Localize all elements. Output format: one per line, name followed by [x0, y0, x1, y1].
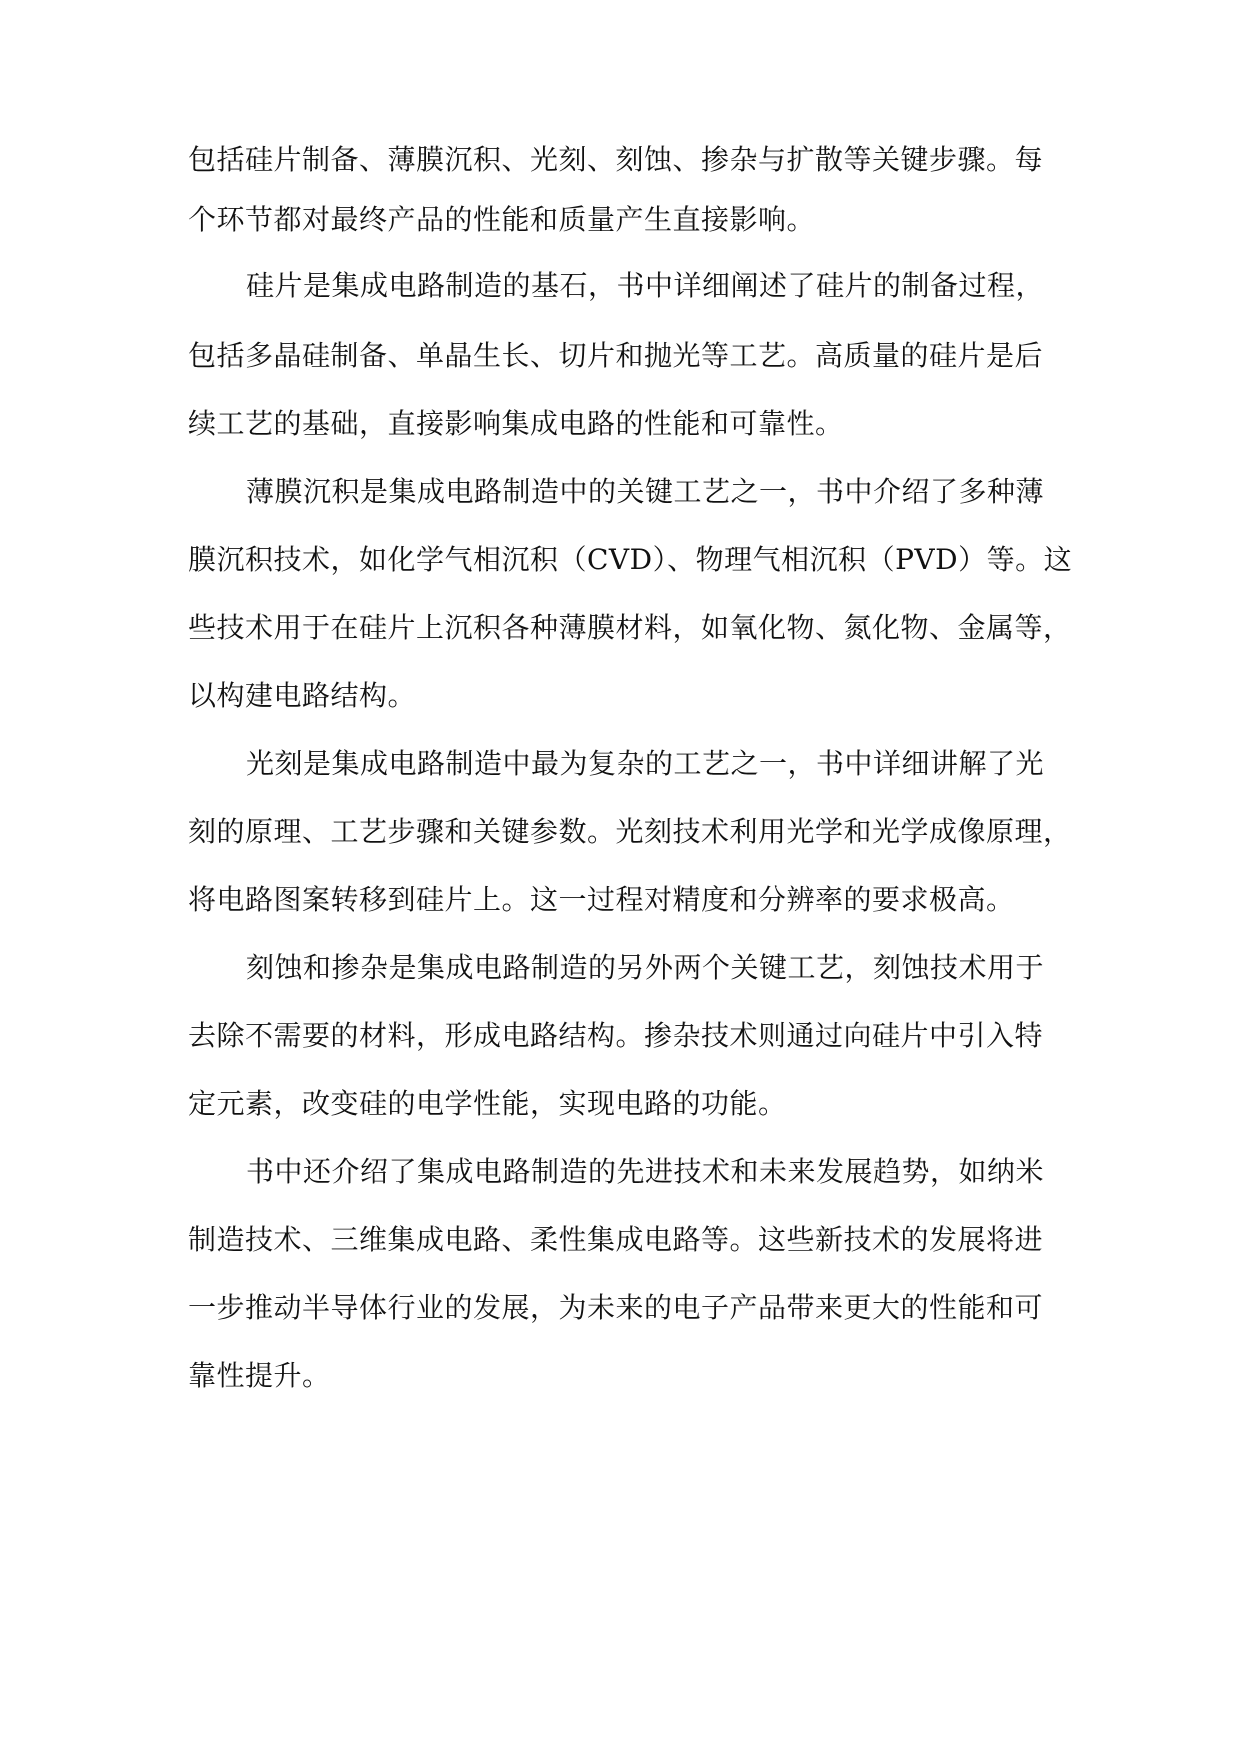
paragraph-1-line-1: 包括硅片制备、薄膜沉积、光刻、刻蚀、掺杂与扩散等关键步骤。每 — [188, 143, 1044, 176]
paragraph-3-line-2: 膜沉积技术，如化学气相沉积（CVD）、物理气相沉积（PVD）等。这 — [188, 543, 1073, 576]
paragraph-4-line-3: 将电路图案转移到硅片上。这一过程对精度和分辨率的要求极高。 — [188, 883, 1015, 916]
paragraph-6-line-1: 书中还介绍了集成电路制造的先进技术和未来发展趋势，如纳米 — [246, 1155, 1045, 1188]
paragraph-2-line-2: 包括多晶硅制备、单晶生长、切片和抛光等工艺。高质量的硅片是后 — [188, 339, 1044, 372]
paragraph-6-line-2: 制造技术、三维集成电路、柔性集成电路等。这些新技术的发展将进 — [188, 1223, 1044, 1256]
paragraph-2-line-3: 续工艺的基础，直接影响集成电路的性能和可靠性。 — [188, 407, 844, 440]
paragraph-4-line-2: 刻的原理、工艺步骤和关键参数。光刻技术利用光学和光学成像原理， — [188, 815, 1072, 848]
paragraph-6-line-4: 靠性提升。 — [188, 1359, 331, 1392]
paragraph-3-line-4: 以构建电路结构。 — [188, 679, 417, 712]
paragraph-5-line-1: 刻蚀和掺杂是集成电路制造的另外两个关键工艺，刻蚀技术用于 — [246, 951, 1045, 984]
paragraph-2-line-1: 硅片是集成电路制造的基石，书中详细阐述了硅片的制备过程， — [246, 269, 1045, 302]
paragraph-1-line-2: 个环节都对最终产品的性能和质量产生直接影响。 — [188, 203, 816, 236]
paragraph-3-line-1: 薄膜沉积是集成电路制造中的关键工艺之一，书中介绍了多种薄 — [246, 475, 1045, 508]
paragraph-5-line-3: 定元素，改变硅的电学性能，实现电路的功能。 — [188, 1087, 787, 1120]
paragraph-4-line-1: 光刻是集成电路制造中最为复杂的工艺之一，书中详细讲解了光 — [246, 747, 1045, 780]
paragraph-3-line-3: 些技术用于在硅片上沉积各种薄膜材料，如氧化物、氮化物、金属等， — [188, 611, 1072, 644]
paragraph-6-line-3: 一步推动半导体行业的发展，为未来的电子产品带来更大的性能和可 — [188, 1291, 1044, 1324]
paragraph-5-line-2: 去除不需要的材料，形成电路结构。掺杂技术则通过向硅片中引入特 — [188, 1019, 1044, 1052]
